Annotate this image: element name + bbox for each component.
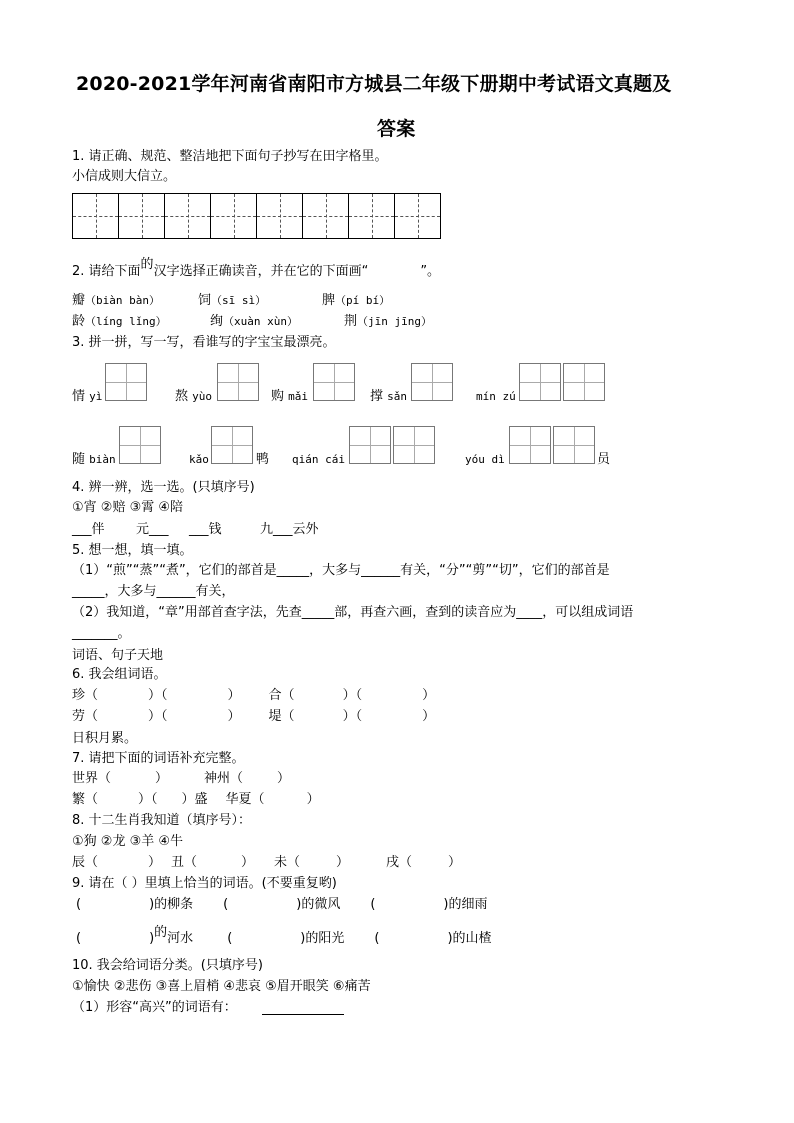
q2-item: 饲（sī sì） <box>198 293 267 308</box>
q2-item: 脾（pí bí） <box>322 293 391 308</box>
q3-item: kǎo <box>189 453 209 466</box>
q4-options: ①宵 ②赔 ③霄 ④陪 <box>72 500 184 515</box>
grid-cell[interactable] <box>118 193 165 239</box>
answer-line[interactable] <box>262 1000 344 1015</box>
q4-item[interactable]: 元___ <box>136 522 169 537</box>
writing-box[interactable] <box>553 426 595 464</box>
q4-item[interactable]: ___钱 <box>189 522 222 537</box>
q6-prompt: 6. 我会组词语。 <box>72 667 167 682</box>
writing-box[interactable] <box>563 363 605 401</box>
q2-item: 瓣（biàn bàn） <box>72 293 160 308</box>
q9-row[interactable]: ( )的河水 ( )的阳光 ( )的山楂 <box>76 925 492 946</box>
q4-item[interactable]: 九___云外 <box>260 522 319 537</box>
page-title-cont: 答案 <box>377 118 416 140</box>
q7-row[interactable]: 繁（ ）（ ）盛 华夏（ ） <box>72 792 320 807</box>
grid-cell[interactable] <box>72 193 119 239</box>
q5-prompt: 5. 想一想，填一填。 <box>72 543 193 558</box>
q3-item-suffix: 员 <box>597 452 611 467</box>
q4-prompt: 4. 辨一辨，选一选。(只填序号) <box>72 480 255 495</box>
q3-item: 随 biàn <box>72 452 116 467</box>
q9-prompt: 9. 请在（ ）里填上恰当的词语。(不要重复哟) <box>72 876 337 891</box>
q10-options: ①愉快 ②悲伤 ③喜上眉梢 ④悲哀 ⑤眉开眼笑 ⑥痛苦 <box>72 979 371 994</box>
q2-item: 龄（líng lǐng） <box>72 314 167 329</box>
grid-cell[interactable] <box>164 193 211 239</box>
q6-row[interactable]: 劳（ ）（ ） 堤（ ）（ ） <box>72 709 436 724</box>
q2-prompt <box>72 257 441 280</box>
q3-item-suffix: 鸭 <box>256 452 270 467</box>
q3-item: qián cái <box>292 453 345 466</box>
q1-sentence: 小信成则大信立。 <box>72 169 177 184</box>
writing-box[interactable] <box>105 363 147 401</box>
q10-prompt: 10. 我会给词语分类。(只填序号) <box>72 958 263 973</box>
grid-cell[interactable] <box>394 193 441 239</box>
writing-box[interactable] <box>519 363 561 401</box>
q5-part2-cont[interactable]: _______。 <box>72 626 131 641</box>
q2-prompt-part: ”。 <box>420 264 441 279</box>
q10-sub1: （1）形容“高兴”的词语有： <box>72 1000 237 1015</box>
q3-prompt: 3. 拼一拼，写一写，看谁写的字宝宝最漂亮。 <box>72 335 336 350</box>
q2-item: 绚（xuàn xùn） <box>210 314 298 329</box>
q6-row[interactable]: 珍（ ）（ ） 合（ ）（ ） <box>72 688 436 703</box>
q9-row[interactable]: ( )的柳条 ( )的微风 ( )的细雨 <box>76 897 488 912</box>
q3-item: yóu dì <box>465 453 505 466</box>
writing-box[interactable] <box>393 426 435 464</box>
writing-box[interactable] <box>217 363 259 401</box>
q2-prompt-part: 汉字选择正确读音，并在它的下面画“ <box>153 264 369 279</box>
q8-item[interactable]: 戌（ ） <box>386 855 462 870</box>
writing-box[interactable] <box>211 426 253 464</box>
q1-prompt: 1. 请正确、规范、整洁地把下面句子抄写在田字格里。 <box>72 149 388 164</box>
grid-cell[interactable] <box>302 193 349 239</box>
q8-item[interactable]: 丑（ ） <box>171 855 255 870</box>
writing-box[interactable] <box>411 363 453 401</box>
q3-item: 撑 sǎn <box>370 389 408 404</box>
q8-item[interactable]: 未（ ） <box>274 855 350 870</box>
q3-item: mín zú <box>476 390 516 403</box>
q7-row[interactable]: 世界（ ） 神州（ ） <box>72 771 291 786</box>
q2-de: 的 <box>140 257 154 272</box>
writing-box[interactable] <box>313 363 355 401</box>
q2-prompt-part: 2. 请给下面 <box>72 264 141 279</box>
page-title: 2020-2021学年河南省南阳市方城县二年级下册期中考试语文真题及 <box>76 73 672 95</box>
writing-box[interactable] <box>349 426 391 464</box>
q5-part2[interactable]: （2）我知道，“章”用部首查字法，先查_____部，再查六画，查到的读音应为____，可以组成词语 <box>72 605 634 620</box>
q3-item: 熬 yùo <box>175 389 213 404</box>
q8-item[interactable]: 辰（ ） <box>72 855 162 870</box>
q3-item: 情 yì <box>72 389 103 404</box>
grid-cell[interactable] <box>210 193 257 239</box>
q5-part1[interactable]: （1）“煎”“蒸”“煮”，它们的部首是_____，大多与______有关，“分”“剪”“切”，它们的部首是 <box>72 563 610 578</box>
q4-item[interactable]: ___伴 <box>72 522 105 537</box>
writing-box[interactable] <box>119 426 161 464</box>
idiom-heading: 日积月累。 <box>72 731 138 746</box>
writing-box[interactable] <box>509 426 551 464</box>
q3-item: 购 mǎi <box>271 389 309 404</box>
q5-part1-cont[interactable]: _____，大多与______有关， <box>72 584 235 599</box>
grid-cell[interactable] <box>256 193 303 239</box>
q2-item: 荆（jīn jīng） <box>344 314 432 329</box>
q7-prompt: 7. 请把下面的词语补充完整。 <box>72 751 245 766</box>
section-heading: 词语、句子天地 <box>72 648 164 663</box>
q8-options: ①狗 ②龙 ③羊 ④牛 <box>72 834 184 849</box>
grid-cell[interactable] <box>348 193 395 239</box>
q8-prompt: 8. 十二生肖我知道（填序号）： <box>72 813 252 828</box>
